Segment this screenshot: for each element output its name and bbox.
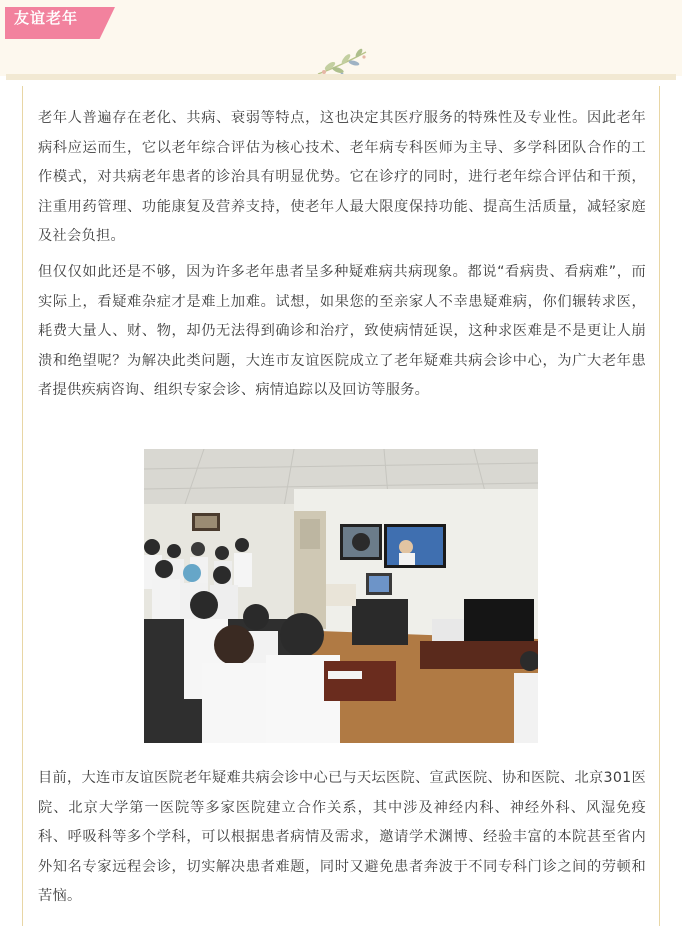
consultation-room-photo	[144, 449, 538, 743]
header-divider	[6, 74, 676, 80]
article-paragraph-3: 目前，大连市友谊医院老年疑难共病会诊中心已与天坛医院、宣武医院、协和医院、北京301医院、北京大学第一医院等多家医院建立合作关系，其中涉及神经内科、神经外科、风湿免疫科、呼吸科等多个学科，可以根据患者病情及需求，邀请学术渊博、经验丰富的本院甚至省内外知名专家远程会诊，切实解决患者难题，同时又避免患者奔波于不同专科门诊之间的劳顿和苦恼。	[38, 770, 646, 904]
category-tag-label: 友谊老年	[14, 9, 79, 27]
article-paragraph-1: 老年人普遍存在老化、共病、衰弱等特点，这也决定其医疗服务的特殊性及专业性。因此老年病科应运而生，它以老年综合评估为核心技术、老年病专科医师为主导、多学科团队合作的工作模式，对共病老年患者的诊治具有明显优势。它在诊疗的同时，进行老年综合评估和干预，注重用药管理、功能康复及营养支持，使老年人最大限度保持功能、提高生活质量，减轻家庭及社会负担。	[38, 110, 646, 244]
article-paragraph-2: 但仅仅如此还是不够，因为许多老年患者呈多种疑难病共病现象。都说“看病贵、看病难”，而实际上，看疑难杂症才是难上加难。试想，如果您的至亲家人不幸患疑难病，你们辗转求医，耗费大量人、财、物，却仍无法得到确诊和治疗，致使病情延误，这种求医难是不是更让人崩溃和绝望呢？为解决此类问题，大连市友谊医院成立了老年疑难共病会诊中心，为广大老年患者提供疾病咨询、组织专家会诊、病情追踪以及回访等服务。	[38, 264, 646, 398]
